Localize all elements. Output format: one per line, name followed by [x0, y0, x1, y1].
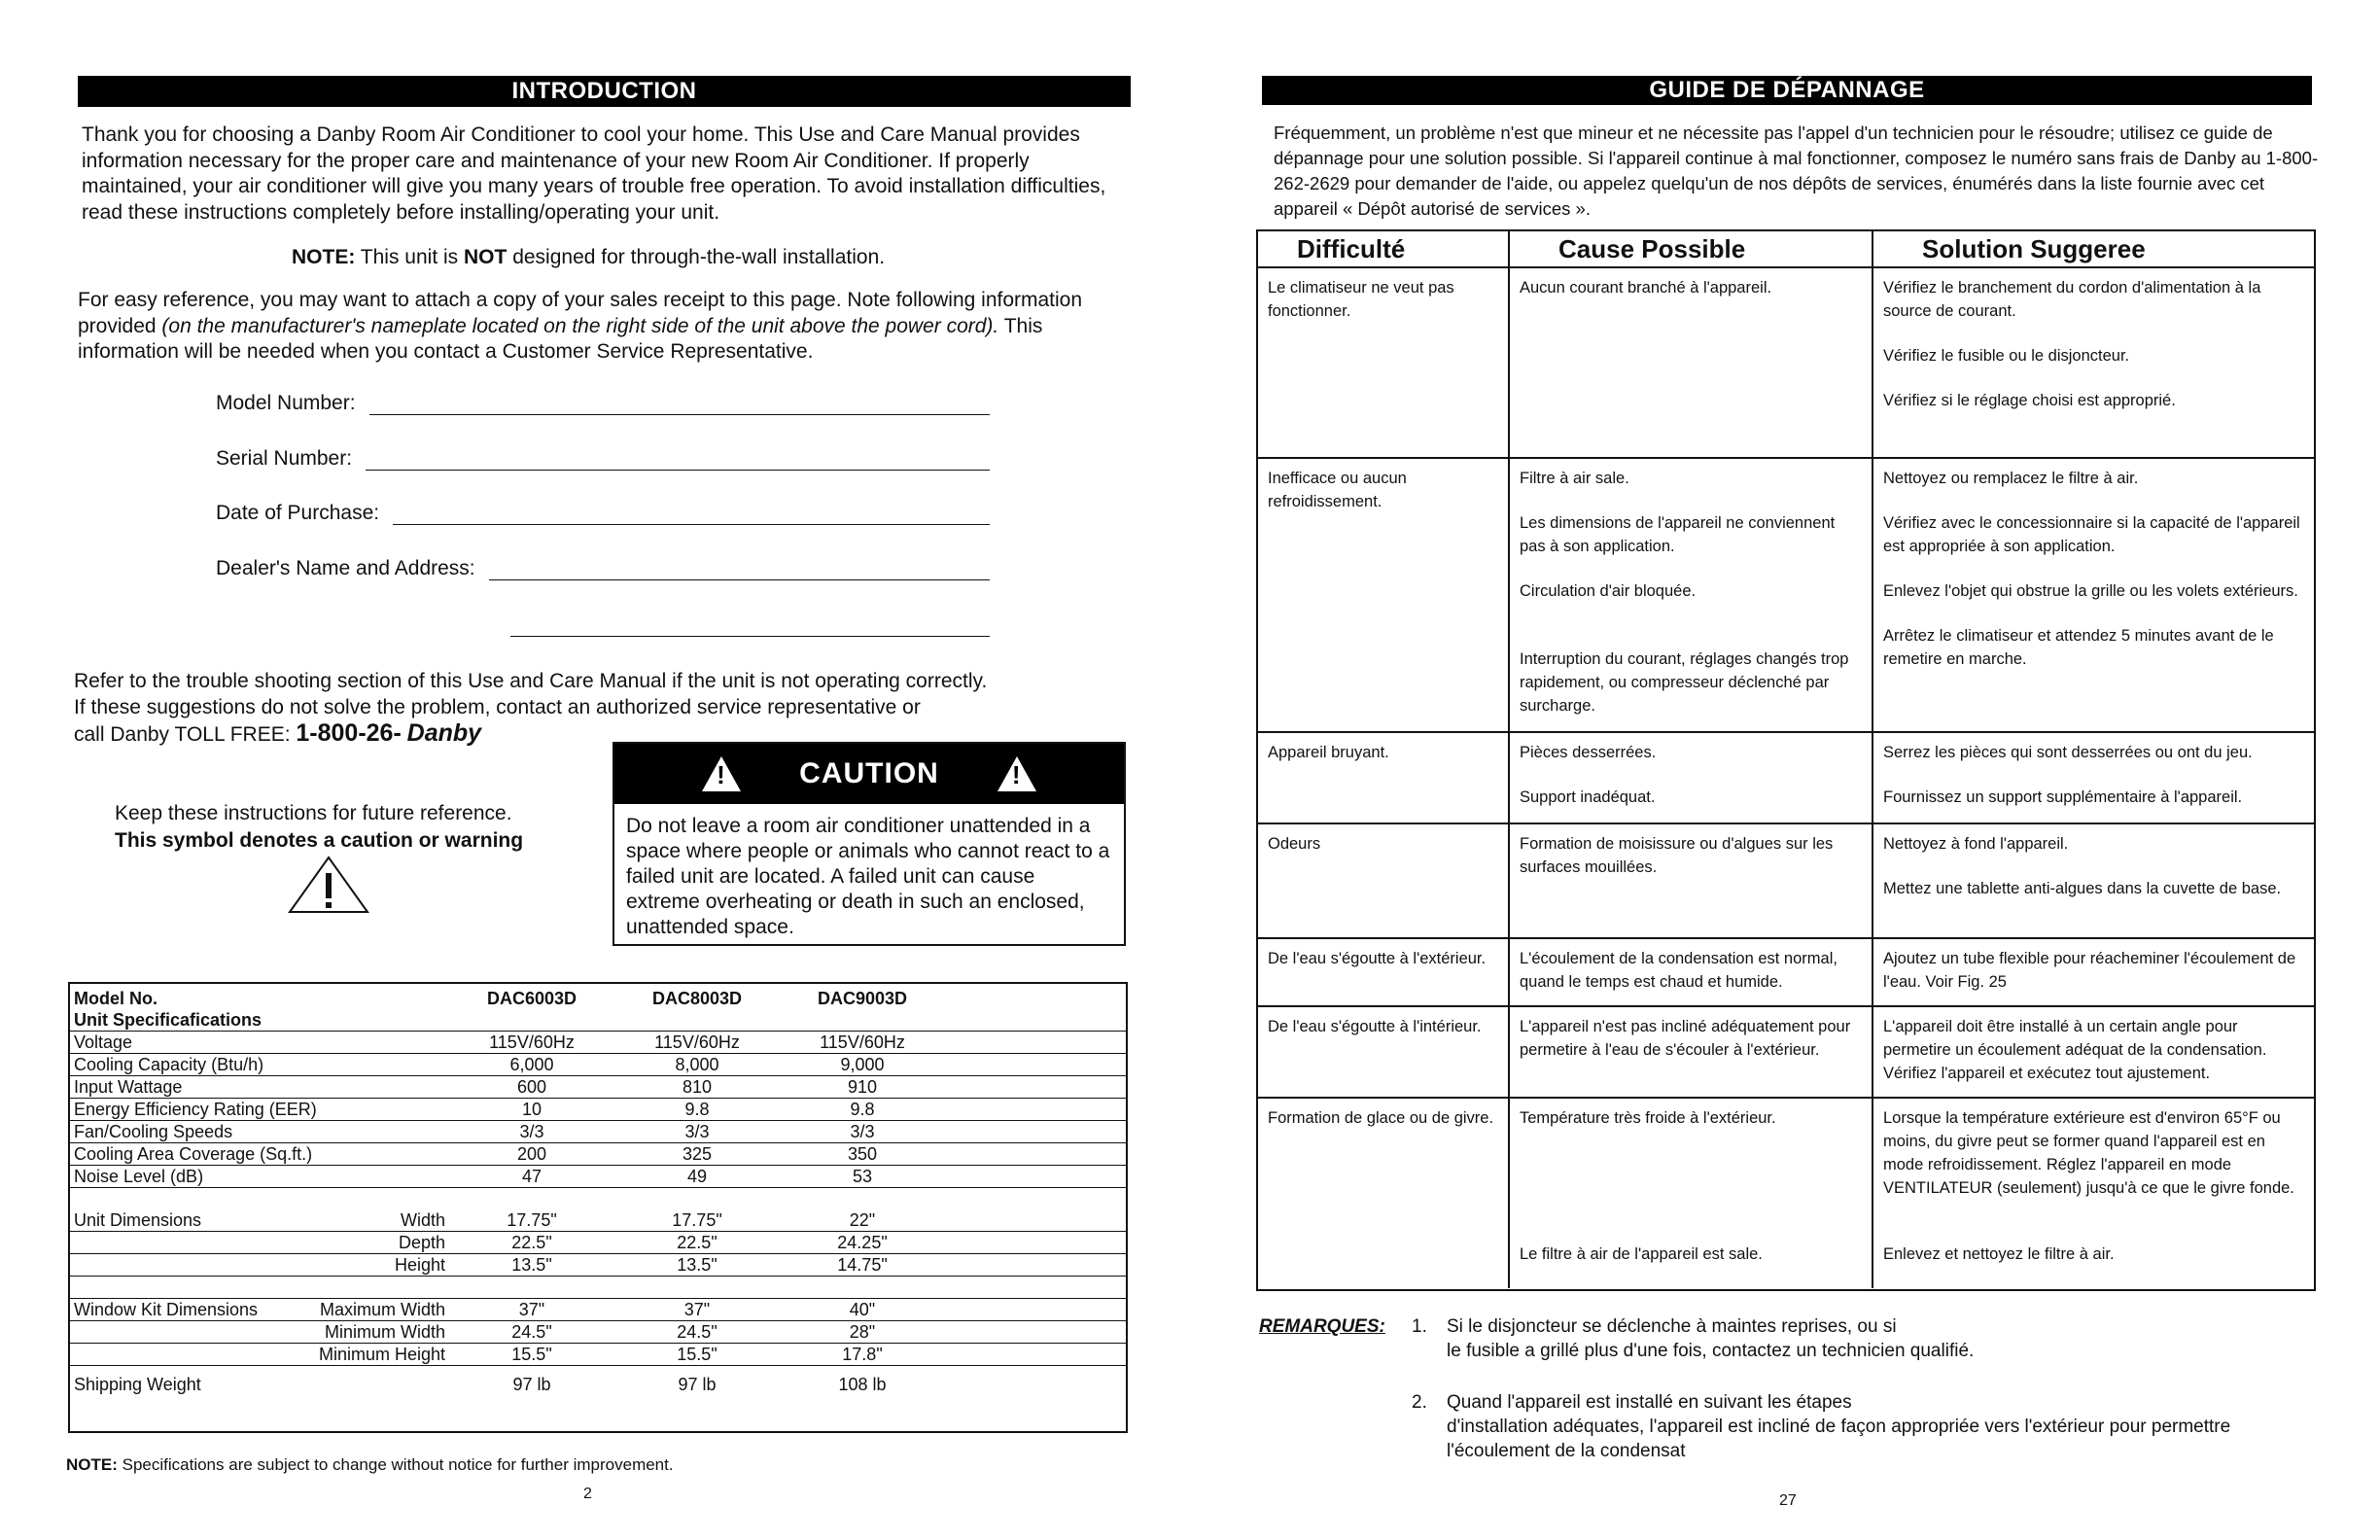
table-row: Window Kit Dimensions Maximum Width 37" 37" 40": [70, 1299, 1126, 1321]
symbol-note: This symbol denotes a caution or warning: [115, 829, 524, 852]
troubleshoot-paragraph: Refer to the trouble shooting section of this Use and Care Manual if the unit is not operating correctly. If these suggestions do not solve the problem, contact an authorized service representative or call Danby TOLL FREE: 1-800-26- Danby: [74, 670, 988, 747]
date-of-purchase-input[interactable]: [393, 505, 990, 525]
table-row: Formation de glace ou de givre. Température très froide à l'extérieur. Le filtre à air de l'appareil est sale. Lorsque la température extérieure est d'environ 65°F ou moins, du givre peut se former quand l'appareil est en mode refroidissement. Réglez l'appareil en mode VENTILATEUR (seulement) jusqu'à ce que le givre fonde. Enlevez et nettoyez le filtre à air.: [1258, 1098, 2314, 1288]
toll-free-number: 1-800-26-: [296, 719, 402, 747]
table-row: Voltage 115V/60Hz 115V/60Hz 115V/60Hz: [70, 1032, 1126, 1054]
dealer-input-line1[interactable]: [489, 560, 990, 580]
table-row: Fan/Cooling Speeds 3/3 3/3 3/3: [70, 1121, 1126, 1143]
column-header-difficulte: Difficulté: [1258, 231, 1509, 267]
model-header: DAC8003D: [651, 989, 743, 1008]
table-row: Cooling Capacity (Btu/h) 6,000 8,000 9,000: [70, 1054, 1126, 1076]
model-number-input[interactable]: [369, 395, 990, 415]
dealer-field[interactable]: Dealer's Name and Address:: [216, 557, 990, 580]
spec-table: [68, 982, 1128, 1433]
section-header-guide-depannage: GUIDE DE DÉPANNAGE: [1262, 76, 2312, 105]
note-label: NOTE:: [292, 246, 356, 268]
section-header-introduction: INTRODUCTION: [78, 76, 1131, 107]
model-header: DAC9003D: [817, 989, 908, 1008]
danby-logo: Danby: [406, 719, 482, 747]
model-header: DAC6003D: [486, 989, 578, 1008]
table-row: De l'eau s'égoutte à l'intérieur. L'appareil n'est pas incliné adéquatement pour permetire à l'eau de s'écouler à l'extérieur. L'appareil doit être installé à un certain angle pour permetire un écoulement adéquat de la condensation. Vérifiez l'appareil et exécutez tout ajustement.: [1258, 1006, 2314, 1098]
spec-footnote: NOTE: Specifications are subject to change without notice for further improvement.: [66, 1455, 674, 1474]
remark-item: Si le disjoncteur se déclenche à maintes reprises, ou si le fusible a grillé plus d'une fois, contactez un technicien qualifié.: [1447, 1316, 1975, 1361]
remark-item: Quand l'appareil est installé en suivant les étapes d'installation adéquates, l'appareil est incliné de façon appropriée vers l'extérieur pour permettre l'écoulement de la condensat: [1447, 1392, 2231, 1461]
warning-triangle-icon: [998, 756, 1036, 791]
reference-paragraph: For easy reference, you may want to attach a copy of your sales receipt to this page. Note following information provided (on the manufacturer's nameplate located on the right side of the unit above the power cord). This information will be needed when you contact a Customer Service Representative.: [78, 289, 1083, 363]
table-row: Minimum Height 15.5" 15.5" 17.8": [70, 1344, 1126, 1366]
caution-header: ! CAUTION !: [614, 744, 1124, 804]
column-header-solution: Solution Suggeree: [1872, 231, 2314, 267]
date-of-purchase-field[interactable]: Date of Purchase:: [216, 502, 990, 525]
page-number: 2: [583, 1486, 592, 1502]
install-note: NOTE: This unit is NOT designed for through-the-wall installation.: [292, 246, 886, 268]
table-row: Minimum Width 24.5" 24.5" 28": [70, 1321, 1126, 1344]
unit-specs-label: Unit Specificafications: [70, 1009, 1126, 1032]
warning-triangle-icon: [288, 856, 369, 921]
model-number-field[interactable]: Model Number:: [216, 392, 990, 415]
table-row: Depth 22.5" 22.5" 24.25": [70, 1232, 1126, 1254]
table-row: De l'eau s'égoutte à l'extérieur. L'écoulement de la condensation est normal, quand le temps est chaud et humide. Ajoutez un tube flexible pour réacheminer l'écoulement de l'eau. Voir Fig. 25: [1258, 938, 2314, 1006]
table-row: Noise Level (dB) 47 49 53: [70, 1166, 1126, 1188]
table-row: Unit Dimensions Width 17.75" 17.75" 22": [70, 1209, 1126, 1232]
caution-box: [612, 742, 1126, 946]
warning-triangle-icon: [702, 756, 741, 791]
table-row: Cooling Area Coverage (Sq.ft.) 200 325 350: [70, 1143, 1126, 1166]
caution-text: Do not leave a room air conditioner unattended in a space where people or animals who cannot react to a failed unit are located. A failed unit can cause extreme overheating or death in such an enclosed, unattended space.: [626, 815, 1110, 938]
page-number: 27: [1779, 1492, 1797, 1509]
table-row: Le climatiseur ne veut pas fonctionner. Aucun courant branché à l'appareil. Vérifiez le branchement du cordon d'alimentation à la source de courant. Vérifiez le fusible ou le disjoncteur. Vérifiez si le réglage choisi est approprié.: [1258, 267, 2314, 458]
serial-number-input[interactable]: [366, 450, 990, 471]
intro-paragraph: Thank you for choosing a Danby Room Air Conditioner to cool your home. This Use and Care Manual provides information necessary for the proper care and maintenance of your new Room Air Conditioner. If properly maintained, your air conditioner will give you many years of trouble free operation. To avoid installation difficulties, read these instructions completely before installing/operating your unit.: [82, 123, 1106, 224]
table-row: Height 13.5" 13.5" 14.75": [70, 1254, 1126, 1277]
dealer-input-line2[interactable]: [510, 636, 990, 637]
keep-instructions: Keep these instructions for future reference.: [115, 802, 512, 824]
troubleshooting-table: [1256, 229, 2316, 1291]
remarks-label: REMARQUES:: [1259, 1316, 1385, 1337]
guide-intro-paragraph: Fréquemment, un problème n'est que mineur et ne nécessite pas l'appel d'un technicien pour le résoudre; utilisez ce guide de dépannage pour une solution possible. Si l'appareil continue à mal fonctionner, composez le numéro sans frais de Danby au 1-800-262-2629 pour demander de l'aide, ou appelez quelqu'un de nos dépôts de services, énumérés dans la liste fournie avec cet appareil « Dépôt autorisé de services ».: [1274, 122, 2319, 219]
table-row: Shipping Weight 97 lb 97 lb 108 lb: [74, 1374, 887, 1394]
table-row: Input Wattage 600 810 910: [70, 1076, 1126, 1099]
table-row: Energy Efficiency Rating (EER) 10 9.8 9.8: [70, 1099, 1126, 1121]
column-header-cause: Cause Possible: [1509, 231, 1872, 267]
table-row: Odeurs Formation de moisissure ou d'algues sur les surfaces mouillées. Nettoyez à fond l'appareil. Mettez une tablette anti-algues dans la cuvette de base.: [1258, 823, 2314, 938]
table-row: Appareil bruyant. Pièces desserrées. Support inadéquat. Serrez les pièces qui sont desserrées ou ont du jeu. Fournissez un support supplémentaire à l'appareil.: [1258, 732, 2314, 823]
model-no-label: Model No.: [74, 989, 158, 1008]
serial-number-field[interactable]: Serial Number:: [216, 447, 990, 471]
table-row: Inefficace ou aucun refroidissement. Filtre à air sale. Les dimensions de l'appareil ne conviennent pas à son application. Circulation d'air bloquée. Interruption du courant, réglages changés trop rapidement, ou compresseur déclenché par surcharge. Nettoyez ou remplacez le filtre à air. Vérifiez avec le concessionnaire si la capacité de l'appareil est appropriée à son application. Enlevez l'objet qui obstrue la grille ou les volets extérieurs. Arrêtez le climatiseur et attendez 5 minutes avant de le remetire en marche.: [1258, 458, 2314, 732]
